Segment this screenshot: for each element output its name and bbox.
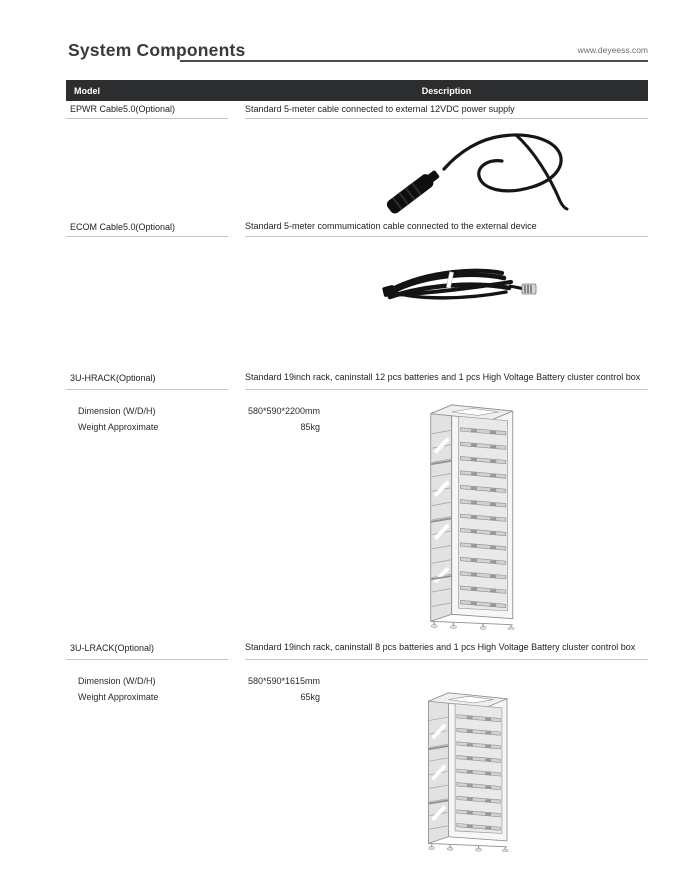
column-header-model: Model: [74, 86, 100, 96]
row-hrack-description: Standard 19inch rack, caninstall 12 pcs batteries and 1 pcs High Voltage Battery cluster control box: [245, 372, 641, 382]
ecom-cable-photo: [378, 260, 543, 314]
row-divider: [245, 659, 648, 660]
lrack-weight-value: 65kg: [300, 692, 320, 702]
lrack-weight-label: Weight Approximate: [78, 692, 159, 702]
hrack-dimension-label: Dimension (W/D/H): [78, 406, 156, 416]
website-url: www.deyeess.com: [577, 45, 648, 55]
title-underline: [180, 60, 648, 62]
battery-rack-icon: [420, 686, 512, 852]
row-epwr-model: EPWR Cable5.0(Optional): [70, 104, 176, 114]
hrack-dimension-value: 580*590*2200mm: [247, 406, 320, 416]
row-lrack-model: 3U-LRACK(Optional): [70, 643, 155, 653]
battery-rack-icon: [422, 398, 518, 630]
row-ecom-model: ECOM Cable5.0(Optional): [70, 222, 176, 232]
row-divider: [66, 389, 228, 390]
row-epwr-description: Standard 5-meter cable connected to external 12VDC power supply: [245, 104, 515, 114]
row-hrack-model: 3U-HRACK(Optional): [70, 373, 156, 383]
epwr-cable-photo: [368, 127, 578, 215]
row-divider: [245, 389, 648, 390]
hrack-weight-value: 85kg: [300, 422, 320, 432]
row-divider: [66, 118, 228, 119]
row-divider: [245, 236, 648, 237]
table-header-bar: [66, 80, 648, 101]
row-divider: [245, 118, 648, 119]
column-header-description: Description: [421, 86, 472, 96]
row-ecom-description: Standard 5-meter commumication cable connected to the external device: [245, 221, 537, 231]
hrack-drawing: [422, 398, 518, 630]
row-divider: [66, 659, 228, 660]
lrack-dimension-value: 580*590*1615mm: [247, 676, 320, 686]
communication-cable-icon: [378, 260, 543, 314]
power-cable-icon: [368, 127, 578, 215]
row-divider: [66, 236, 228, 237]
lrack-drawing: [420, 686, 512, 852]
lrack-dimension-label: Dimension (W/D/H): [78, 676, 156, 686]
page-title: System Components: [68, 40, 246, 60]
row-lrack-description: Standard 19inch rack, caninstall 8 pcs batteries and 1 pcs High Voltage Battery cluster control box: [245, 642, 636, 652]
hrack-weight-label: Weight Approximate: [78, 422, 159, 432]
